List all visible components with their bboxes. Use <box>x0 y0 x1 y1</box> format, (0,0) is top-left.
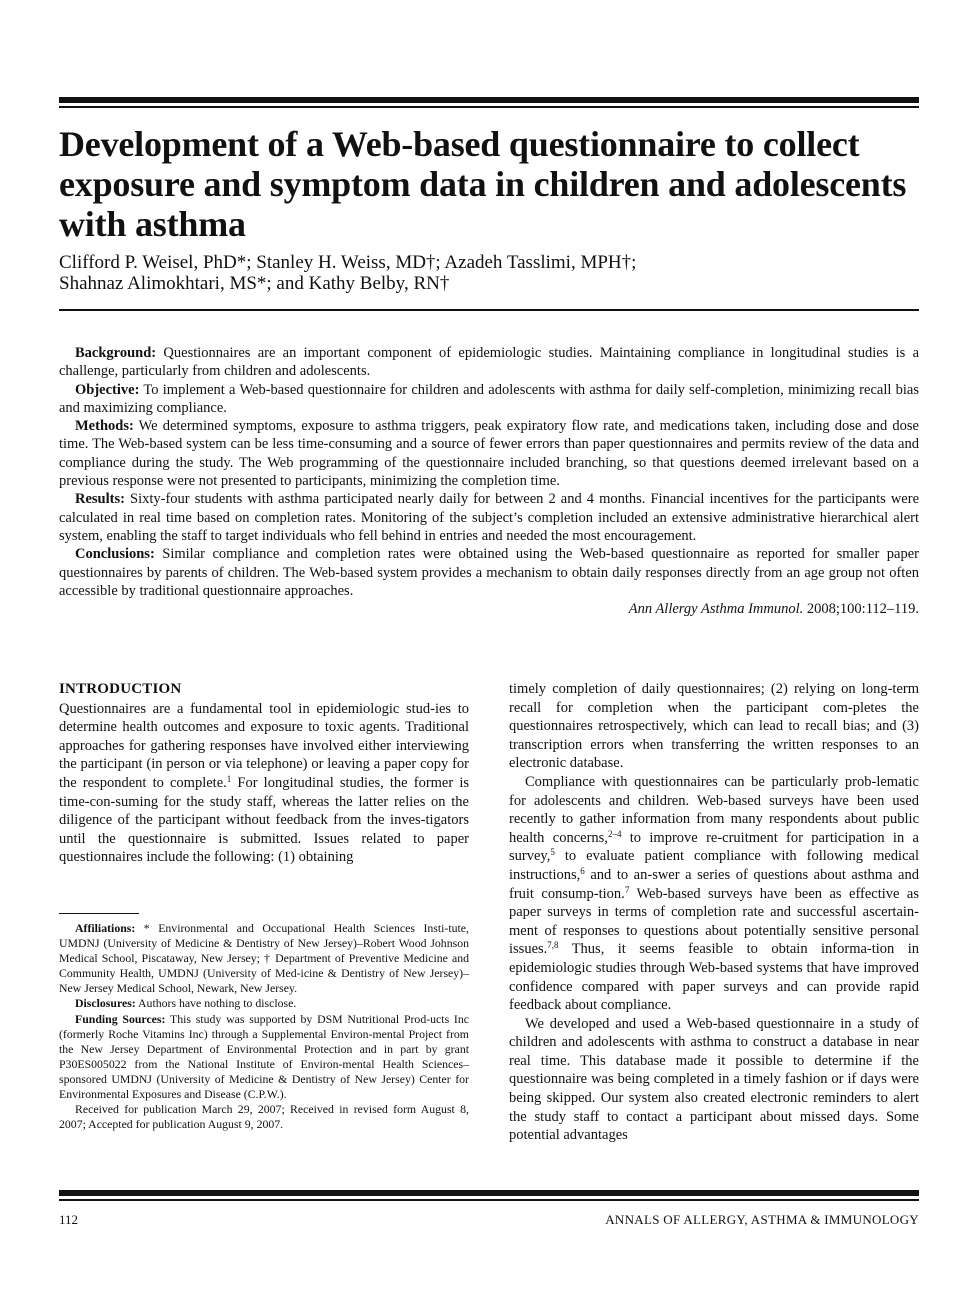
footnotes <box>59 921 469 1132</box>
reference-superscript: 2–4 <box>607 828 622 839</box>
column-left <box>59 680 469 867</box>
objective-text: To implement a Web-based questionnaire for children and adolescents with asthma for daily self-completion, minimizing recall bias and maximizing compliance. <box>59 381 919 416</box>
article-title: Development of a Web-based questionnaire to collect exposure and symptom data in children and adolescents with asthma <box>59 124 907 244</box>
conclusions-label: Conclusions: <box>75 546 155 563</box>
reference-superscript: 1 <box>226 773 232 784</box>
intro-p1-text-a: Questionnaires are a fundamental tool in epidemiologic stud-ies to determine health outcomes and exposure to toxic agents. Traditional approaches for gathering responses have involved either interviewing the participant (in person or via telephone) or leaving a paper copy for the respondent to complete. <box>59 700 469 791</box>
abstract-results <box>59 490 919 545</box>
reference-superscript: 7 <box>624 884 630 895</box>
intro-p1-text-b: For longitudinal studies, the former is time-con-suming for the study staff, whereas the latter relies on the diligence of the participant without feedback from the inves-tigators until the questionnaire is submitted. Issues related to paper questionnaires include the following: (1) obtaining <box>59 774 469 866</box>
bottom-thick-rule <box>59 1190 919 1196</box>
intro-paragraph-2 <box>509 773 919 1015</box>
abstract <box>59 344 919 618</box>
citation <box>59 600 919 618</box>
intro-p2-text-c: to evaluate patient compliance with following medical instructions, <box>509 848 919 883</box>
authors-line-1: Clifford P. Weisel, PhD*; Stanley H. Weiss, MD†; Azadeh Tasslimi, MPH†; <box>59 252 637 273</box>
abstract-background <box>59 344 919 381</box>
intro-p2-text-b: to improve re-cruitment for participation in a survey, <box>509 829 919 865</box>
citation-journal: Ann Allergy Asthma Immunol. <box>628 601 804 618</box>
reference-superscript: 5 <box>550 847 555 858</box>
footnote-rule <box>59 913 139 914</box>
background-text: Questionnaires are an important component of epidemiologic studies. Maintaining compliance in longitudinal studies is a challenge, particularly from children and adolescents. <box>59 345 920 380</box>
footnote-funding <box>59 1012 469 1103</box>
background-label: Background: <box>75 345 157 361</box>
top-thin-rule <box>59 106 919 108</box>
methods-text: We determined symptoms, exposure to asthma triggers, peak expiratory flow rate, and medications taken, including dose and dose time. The Web-based system can be less time-consuming and a source of fewer errors than paper questionnaires and permits review of the data and compliance during the study. The Web programming of the questionnaire included branching, so that questions deemed irrelevant based on a previous response were not presented to participants, minimizing the completion time. <box>59 418 919 490</box>
column-right <box>509 680 919 1145</box>
abstract-conclusions <box>59 545 919 600</box>
results-label: Results: <box>75 491 125 508</box>
abstract-top-rule <box>59 309 919 311</box>
journal-running-title: ANNALS OF ALLERGY, ASTHMA & IMMUNOLOGY <box>605 1212 919 1227</box>
intro-paragraph-1 <box>59 700 469 867</box>
bottom-thin-rule <box>59 1199 919 1201</box>
affiliations-label: Affiliations: <box>75 921 136 935</box>
introduction-heading: INTRODUCTION <box>59 681 182 697</box>
footnote-received: Received for publication March 29, 2007; Received in revised form August 8, 2007; Accepted for publication August 9, 2007. <box>59 1102 469 1132</box>
abstract-objective <box>59 381 919 418</box>
reference-superscript: 6 <box>580 865 585 876</box>
objective-label: Objective: <box>75 381 140 398</box>
funding-label: Funding Sources: <box>75 1011 166 1026</box>
funding-text: This study was supported by DSM Nutritional Prod-ucts Inc (formerly Roche Vitamins Inc) through a Supplemental Environ-mental Project from the New Jersey Department of Environmental Protection and in part by grant P30ES005022 from the National Institute of Environ-mental Health Sciences–sponsored UMDNJ (University of Medicine & Dentistry of New Jersey) Center for Environmental Exposures and Disease (C.P.W.). <box>59 1011 469 1102</box>
footnote-disclosures <box>59 996 469 1011</box>
citation-ref: 2008;100:112–119. <box>806 601 919 618</box>
reference-superscript: 7,8 <box>547 940 559 951</box>
intro-p2-text-e: Web-based surveys have been as effective as paper surveys in terms of completion rate and successful ascertain-ment of responses to questions about potentially sensitive personal issues. <box>509 885 920 958</box>
intro-paragraph-1-continued: timely completion of daily questionnaires; (2) relying on long-term recall for completion when the participant com-pletes the questionnaires retrospectively, which can lead to recall bias; and (3) transcription errors when transferring the written responses to an electronic database. <box>509 681 919 772</box>
conclusions-text: Similar compliance and completion rates were obtained using the Web-based questionnaire as reported for smaller paper questionnaires by parents of children. The Web-based system provides a mechanism to obtain daily responses directly from an age group not often accessible by traditional questionnaire approaches. <box>59 546 919 599</box>
intro-paragraph-3: We developed and used a Web-based questionnaire in a study of children and adolescents with asthma to construct a database in near real time. This database made it possible to determine if the questionnaire was being completed in a timely fashion or if days were being skipped. Our system also created electronic reminders to alert the study staff to contact a participant about missed days. Some potential advantages <box>509 1015 919 1144</box>
author-list <box>59 252 919 294</box>
disclosures-text: Authors have nothing to disclose. <box>135 996 297 1011</box>
affiliations-text: * Environmental and Occupational Health Sciences Insti-tute, UMDNJ (University of Medicine & Dentistry of New Jersey)–Robert Wood Johnson Medical School, Piscataway, New Jersey; † Department of Preventive Medicine and Community Health, UMDNJ (University of Med-icine & Dentistry of New Jersey)–New Jersey Medical School, Newark, New Jersey. <box>59 921 469 996</box>
intro-p2-text-d: and to an-swer a series of questions about asthma and fruit consump-tion. <box>509 866 919 902</box>
intro-p2-text-f: Thus, it seems feasible to obtain informa-tion in epidemiologic studies through Web-based systems that have improved confidence compared with paper surveys and can provide rapid feedback about compliance. <box>509 941 919 1014</box>
abstract-methods <box>59 417 919 490</box>
authors-line-2: Shahnaz Alimokhtari, MS*; and Kathy Belby, RN† <box>59 273 450 294</box>
page-number: 112 <box>59 1212 79 1227</box>
top-thick-rule <box>59 97 919 103</box>
footnote-affiliations <box>59 921 469 996</box>
intro-p2-text-a: Compliance with questionnaires can be particularly prob-lematic for adolescents and children. Web-based surveys have been used recently to gather information from many respondents about public health concerns, <box>509 773 919 846</box>
results-text: Sixty-four students with asthma participated nearly daily for between 2 and 4 months. Financial incentives for the participants were calculated in real time based on completion rates. Monitoring of the subject’s completion included an extensive administrative hierarchical alert system, enabling the staff to target individuals who fell behind in entries and needed the most encouragement. <box>59 491 919 544</box>
methods-label: Methods: <box>75 418 134 435</box>
disclosures-label: Disclosures: <box>75 996 136 1011</box>
